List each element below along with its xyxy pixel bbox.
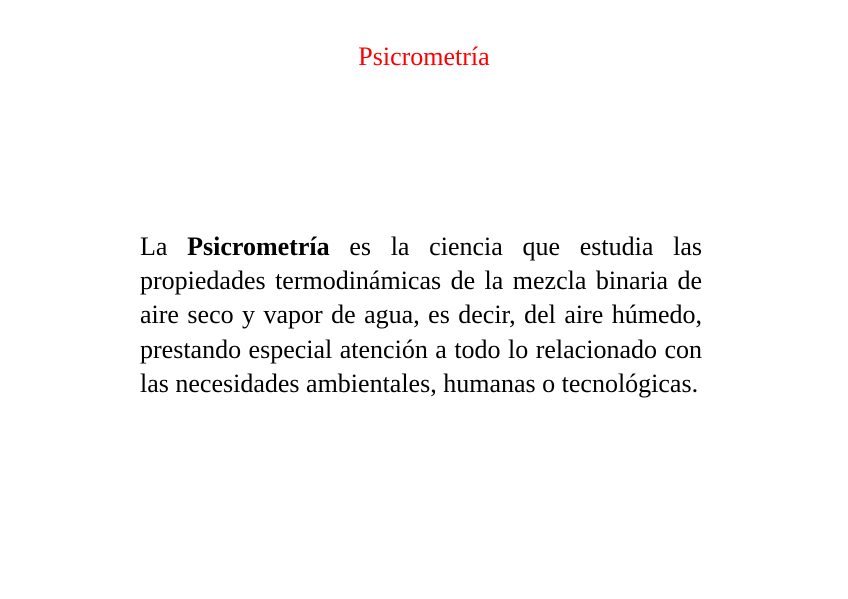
paragraph-term: Psicrometría xyxy=(187,232,330,261)
paragraph-rest: es la ciencia que estudia las propiedades termodinámicas de la mezcla binaria de aire seco y vapor de agua, es decir, del aire húmedo, prestando especial atención a todo lo relacionado con las necesidades ambientales, humanas o tecnológicas. xyxy=(140,232,702,398)
paragraph-lead: La xyxy=(140,232,188,261)
definition-paragraph xyxy=(140,230,702,401)
slide-title: Psicrometría xyxy=(358,42,490,71)
